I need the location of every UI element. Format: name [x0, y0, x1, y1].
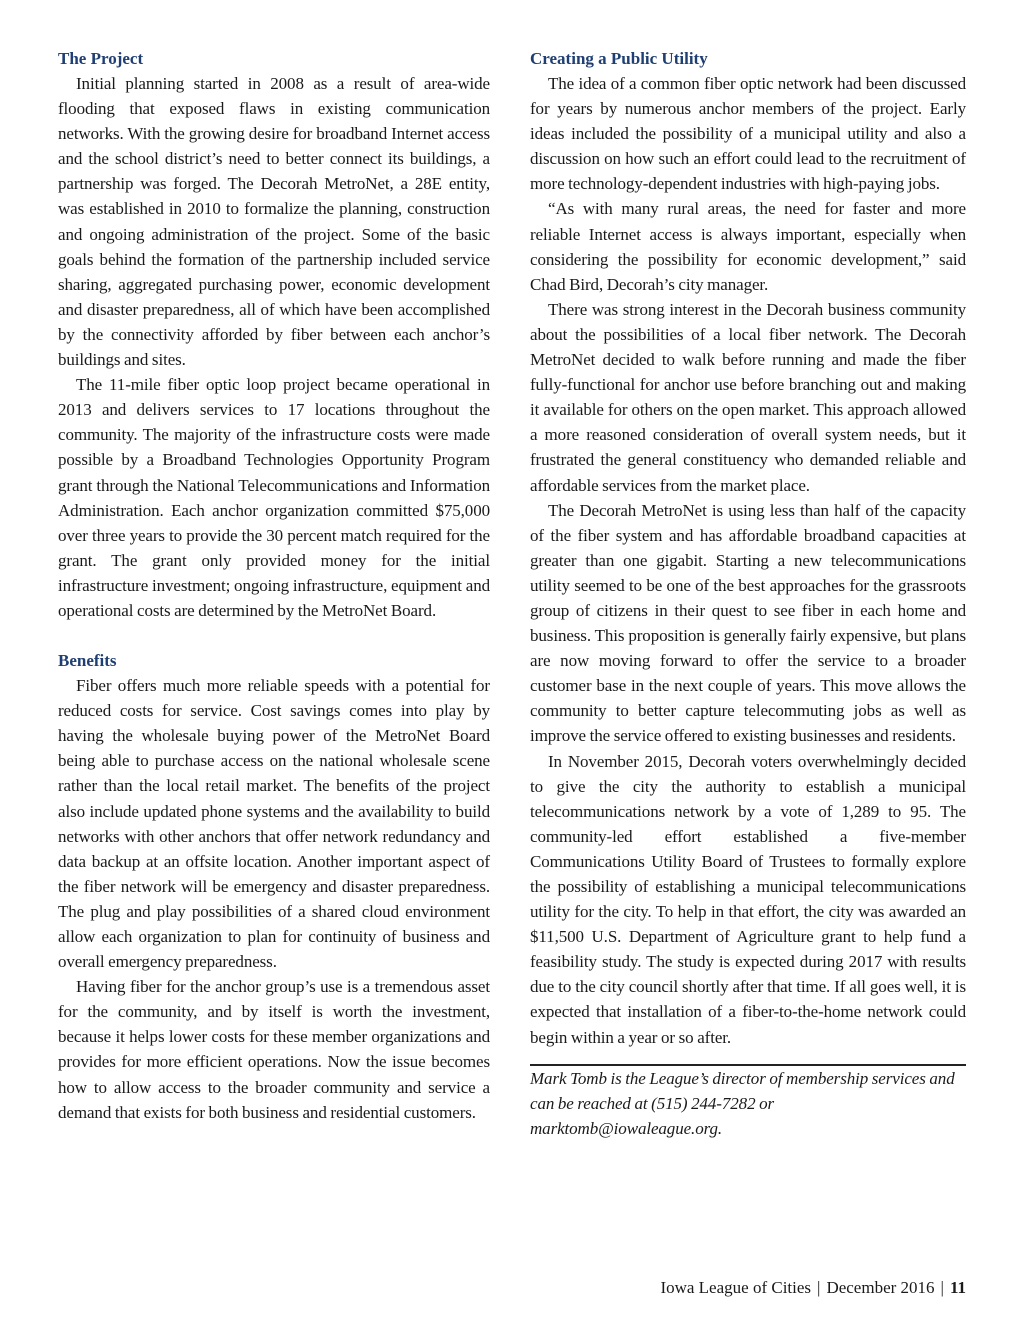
footer-separator: |	[940, 1278, 944, 1297]
paragraph: There was strong interest in the Decorah business community about the possibilities of a local fiber network. The Decorah MetroNet decided to walk before running and made the fiber fully-functional for anchor use before branching out and making it available for others on the open market. This approach allowed a more reasoned consideration of overall system needs, but it frustrated the general constituency who demanded reliable and affordable services from the market place.	[530, 299, 966, 495]
left-column	[58, 46, 490, 1125]
paragraph: “As with many rural areas, the need for faster and more reliable Internet access is always important, especially when considering the possibility for economic development,” said Chad Bird, Decorah’s city manager.	[530, 199, 966, 294]
paragraph: Fiber offers much more reliable speeds with a potential for reduced costs for service. Cost savings comes into play by having the wholesale buying power of the MetroNet Board being able to purchase access on the national wholesale scene rather than the local retail market. The benefits of the project also include updated phone systems and the availability to build networks with other anchors that offer network redundancy and data backup at an offsite location. Another important aspect of the fiber network will be emergency and disaster preparedness. The plug and play possibilities of a shared cloud environment allow each organization to plan for continuity of business and overall emergency preparedness.	[58, 676, 490, 972]
paragraph: The 11-mile fiber optic loop project became operational in 2013 and delivers services to 17 locations throughout the community. The majority of the infrastructure costs were made possible by a Broadband Technologies Opportunity Program grant through the National Telecommunications and Information Administration. Each anchor organization committed $75,000 over three years to provide the 30 percent match required for the grant. The grant only provided money for the initial infrastructure investment; ongoing infrastructure, equipment and operational costs are determined by the MetroNet Board.	[58, 375, 490, 620]
right-column	[530, 46, 966, 1141]
page-number: 11	[949, 1278, 966, 1297]
section-the-project	[58, 46, 490, 623]
section-benefits	[58, 648, 490, 1125]
page-footer	[660, 1278, 966, 1298]
paragraph: In November 2015, Decorah voters overwhelmingly decided to give the city the authority to establish a municipal telecommunications network by a vote of 1,289 to 95. The community-led effort established a five-member Communications Utility Board of Trustees to formally explore the possibility of establishing a municipal telecommunications utility for the city. To help in that effort, the city was awarded an $11,500 U.S. Department of Agriculture grant to help fund a feasibility study. The study is expected during 2017 with results due to the city council shortly after that time. If all goes well, it is expected that installation of a fiber-to-the-home network could begin within a year or so after.	[530, 751, 966, 1047]
author-byline: Mark Tomb is the League’s director of membership services and can be reached at (515) 244-7282 or marktomb@iowaleague.org.	[530, 1068, 955, 1138]
paragraph: The Decorah MetroNet is using less than half of the capacity of the fiber system and has affordable broadband capacities at greater than one gigabit. Starting a new telecommunications utility seemed to be one of the best approaches for the grassroots group of citizens in their quest to see fiber in each home and business. This proposition is generally fairly expensive, but plans are now moving forward to offer the service to a broader customer base in the next couple of years. This move allows the community to better capture telecommuting jobs as well as improve the service offered to existing businesses and residents.	[530, 500, 966, 746]
section-heading: The Project	[58, 49, 144, 68]
paragraph: The idea of a common fiber optic network had been discussed for years by numerous anchor members of the project. Early ideas included the possibility of a municipal utility and also a discussion on how such an effort could lead to the recruitment of more technology-dependent industries with high-paying jobs.	[530, 74, 966, 194]
footer-date: December 2016	[826, 1278, 935, 1297]
section-heading: Creating a Public Utility	[530, 49, 708, 68]
footer-separator: |	[817, 1278, 821, 1297]
section-heading: Benefits	[58, 651, 117, 671]
footer-publication: Iowa League of Cities	[660, 1278, 812, 1297]
paragraph: Initial planning started in 2008 as a result of area-wide flooding that exposed flaws in existing communication networks. With the growing desire for broadband Internet access and the school district’s need to better connect its buildings, a partnership was forged. The Decorah MetroNet, a 28E entity, was established in 2010 to formalize the planning, construction and ongoing administration of the project. Some of the basic goals behind the formation of the partnership included service sharing, aggregated purchasing power, economic development and disaster preparedness, all of which have been accomplished by the connectivity afforded by fiber between each anchor’s buildings and sites.	[58, 74, 490, 370]
section-creating-a-public-utility	[530, 46, 966, 1050]
paragraph: Having fiber for the anchor group’s use is a tremendous asset for the community, and by itself is worth the investment, because it helps lower costs for these member organizations and provides for more efficient operations. Now the issue becomes how to allow access to the broader community and service a demand that exists for both business and residential customers.	[58, 977, 490, 1122]
